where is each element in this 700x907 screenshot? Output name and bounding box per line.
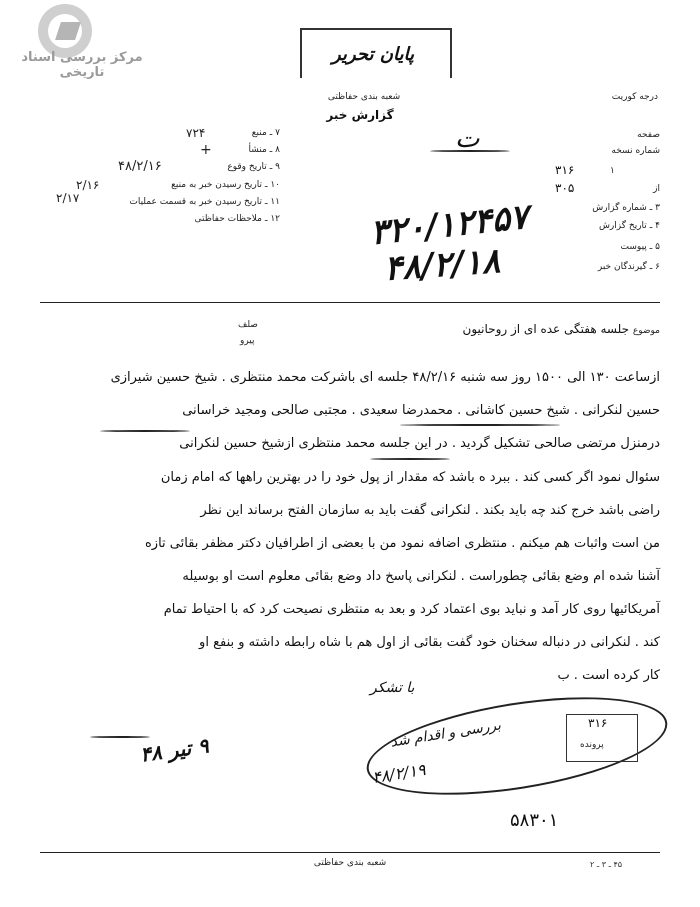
- form-right-row: صفحه: [637, 130, 660, 140]
- footer-org: شعبه بندی حفاظتی: [313, 858, 387, 868]
- form-left-row: ۱۲ ـ ملاحظات حفاظتی: [194, 214, 280, 224]
- underline-mark: [370, 458, 450, 460]
- stamp-box-line2: پرونده: [580, 740, 604, 750]
- form-left-row: ۸ ـ منشأ +: [200, 142, 280, 158]
- body-line: کار کرده است . ب: [557, 668, 660, 683]
- watermark-text: مرکز بررسی اسناد تاریخی: [21, 50, 143, 80]
- bottom-left-note: ۹ تیر ۴۸: [138, 733, 211, 767]
- side-note-line1: صلف: [238, 320, 258, 330]
- form-left-row: ۱۱ ـ تاریخ رسیدن خبر به قسمت عملیات ۲/۱۷: [56, 191, 280, 207]
- underline-mark: [100, 430, 190, 432]
- handwritten-ref-date: ۴۸/۲/۱۸: [382, 240, 502, 290]
- form-right-row: ۳ ـ شماره گزارش: [592, 203, 660, 213]
- form-right-value: ۳۱۶: [555, 163, 575, 177]
- top-stamp-text: پایان تحریر: [332, 44, 414, 65]
- form-title: گزارش خبر: [326, 108, 394, 122]
- divider: [40, 302, 660, 303]
- body-line: حسین لنکرانی . شیخ حسین کاشانی . محمدرضا سعیدی . مجتبی صالحی ومجید خراسانی: [182, 403, 660, 418]
- scribble-mark: [90, 736, 150, 738]
- form-left-row: ۹ ـ تاریخ وقوع ۴۸/۲/۱۶: [118, 159, 280, 174]
- row-value: ۲/۱۷: [56, 191, 80, 205]
- body-line: کند . لنکرانی در دنباله سخنان خود گفت بقائی از اول هم با شاه رابطه داشته و بنفع او: [199, 635, 660, 650]
- row-num: ۹: [275, 162, 280, 172]
- row-num: ۸: [275, 145, 280, 155]
- form-right-row: ۵ ـ پیوست: [620, 242, 660, 252]
- subject-label: موضوع: [632, 326, 660, 336]
- body-line: ازساعت ۱۳۰ الی ۱۵۰۰ روز سه شنبه ۴۸/۲/۱۶ جلسه ای باشرکت محمد منتظری . شیخ حسین شیرازی: [110, 370, 660, 385]
- category-label: درجه کوریت: [611, 92, 658, 102]
- body-line: آشنا شده ام وضع بقائی چطوراست . لنکرانی پاسخ داد وضع بقائی معلوم است او بوسیله: [182, 569, 660, 584]
- row-label: تاریخ رسیدن خبر به قسمت عملیات: [129, 197, 262, 207]
- body-line: راضی باشد خرج کند چه باید بکند . لنکرانی گفت باید به سازمان الفتح برساند این نظر: [200, 503, 660, 518]
- row-label: تاریخ رسیدن خبر به منبع: [171, 180, 262, 190]
- body-line: سئوال نمود اگر کسی کند . ببرد ه باشد که مقدار از پول خود را در بهترین راهها که امام زمان: [160, 470, 660, 485]
- stamp-box-line1: ۳۱۶: [588, 716, 608, 730]
- row-num: ۱۱: [270, 197, 280, 207]
- oval-stamp-line2: ۴۸/۲/۱۹: [370, 759, 427, 788]
- body-line: آمریکائیها روی کار آمد و نباید بوی اعتماد کرد و بعد به منتظری نصیحت کرد که با احتیاط تمام: [163, 602, 660, 617]
- subject-line: [463, 322, 660, 336]
- footer-code: ۴۵ ـ ۳ ـ ۲: [590, 860, 623, 869]
- footer-divider: [40, 852, 660, 853]
- form-right-row: ۶ ـ گیرندگان خبر: [597, 262, 660, 272]
- form-right-row: از: [653, 184, 660, 194]
- oval-stamp-line1: بررسی و اقدام شد: [389, 717, 503, 751]
- form-left-row: ۱۰ ـ تاریخ رسیدن خبر به منبع ۲/۱۶: [76, 178, 280, 192]
- signature-note: با تشکر: [370, 680, 415, 696]
- row-value: ۷۲۴: [186, 126, 206, 140]
- side-note-line2: پیرو: [240, 336, 255, 346]
- handwritten-note-top: ت: [455, 124, 480, 154]
- row-value: +: [200, 142, 212, 158]
- row-label: منشأ: [248, 145, 267, 155]
- row-value: ۴۸/۲/۱۶: [118, 159, 162, 174]
- row-num: ۷: [275, 128, 280, 138]
- row-label: تاریخ وقوع: [227, 162, 267, 172]
- doc-number: ۵۸۳۰۱: [510, 810, 559, 831]
- row-value: ۲/۱۶: [76, 178, 100, 192]
- form-left-row: ۷ ـ منبع ۷۲۴: [186, 126, 280, 140]
- row-label: منبع: [251, 128, 267, 138]
- form-right-row: ۱: [610, 166, 615, 176]
- scribble-mark: [430, 150, 510, 152]
- subject-text: جلسه هفتگی عده ای از روحانیون: [462, 322, 630, 336]
- row-num: ۱۰: [270, 180, 280, 190]
- row-label: ملاحظات حفاظتی: [194, 214, 262, 224]
- form-right-value: ۳۰۵: [555, 181, 575, 195]
- body-line: درمنزل مرتضی صالحی تشکیل گردید . در این جلسه محمد منتظری ازشیخ حسین لنکرانی: [179, 436, 660, 451]
- row-num: ۱۲: [270, 214, 280, 224]
- body-line: من است واثبات هم میکنم . منتظری اضافه نمود من با بعضی از اطرافیان دکتر مظفر بقائی تازه: [145, 536, 660, 551]
- handwritten-ref-number: ۳۲۰/۱۲۴۵۷: [368, 196, 531, 254]
- form-right-row: شماره نسخه: [611, 146, 660, 156]
- form-right-row: ۴ ـ تاریخ گزارش: [598, 221, 660, 231]
- org-line-top: شعبه بندی حفاظتی: [327, 92, 401, 102]
- underline-mark: [400, 424, 560, 426]
